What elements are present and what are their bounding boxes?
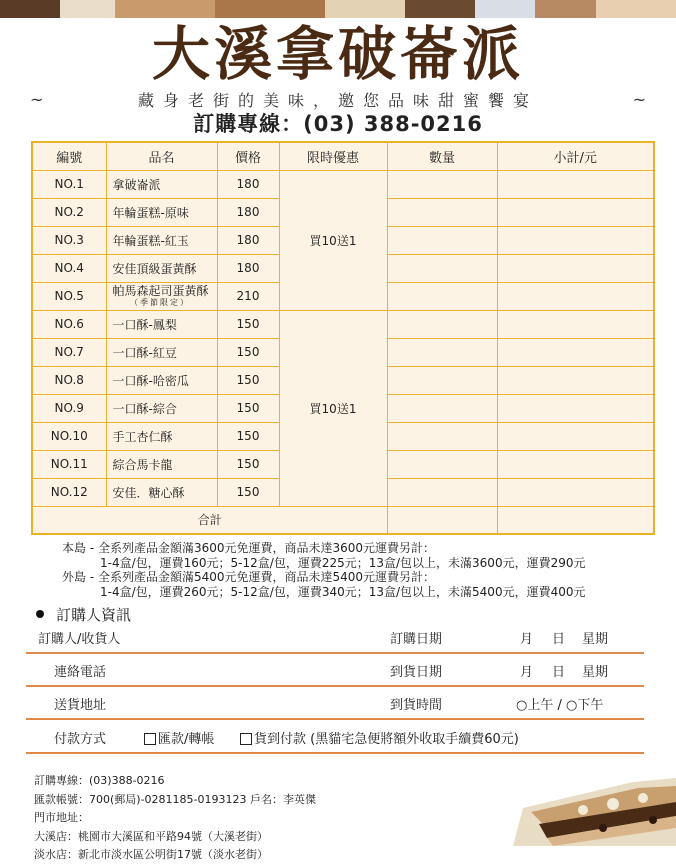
total-label: 合計 xyxy=(32,506,387,534)
item-price: 150 xyxy=(217,478,279,506)
item-name: 手工杏仁酥 xyxy=(106,422,217,450)
qty-cell[interactable] xyxy=(387,198,497,226)
arrival-weekday: 星期 xyxy=(582,665,609,680)
form-divider xyxy=(26,652,644,654)
total-qty-cell[interactable] xyxy=(387,506,497,534)
form-divider xyxy=(26,685,644,687)
item-no: NO.5 xyxy=(32,282,106,310)
col-header-promo: 限時優惠 xyxy=(279,142,387,170)
arrival-month: 月 xyxy=(520,665,534,680)
subtotal-cell[interactable] xyxy=(497,282,654,310)
brand-title: 大溪拿破崙派 xyxy=(151,20,524,88)
pay-transfer-option[interactable] xyxy=(144,728,214,747)
buyer-label: 訂購人/收貨人 xyxy=(38,632,121,647)
subtotal-cell[interactable] xyxy=(497,198,654,226)
item-no: NO.7 xyxy=(32,338,106,366)
pay-cod-label: 貨到付款 (黑貓宅急便將額外收取手續費60元) xyxy=(254,732,519,747)
item-name: 安佳．糖心酥 xyxy=(106,478,217,506)
qty-cell[interactable] xyxy=(387,422,497,450)
item-name: 安佳頂級蛋黃酥 xyxy=(106,254,217,282)
order-table xyxy=(31,141,655,535)
item-name: 年輪蛋糕-紅玉 xyxy=(106,226,217,254)
footer-store-daxi: 大溪店：桃園市大溪區和平路94號（大溪老街） xyxy=(34,829,268,843)
item-price: 150 xyxy=(217,450,279,478)
item-no: NO.3 xyxy=(32,226,106,254)
address-label: 送貨地址 xyxy=(54,698,107,713)
item-no: NO.2 xyxy=(32,198,106,226)
col-header-no: 編號 xyxy=(32,142,106,170)
item-price: 150 xyxy=(217,422,279,450)
qty-cell[interactable] xyxy=(387,394,497,422)
form-divider xyxy=(26,752,644,754)
arrival-date-label: 到貨日期 xyxy=(390,665,443,680)
qty-cell[interactable] xyxy=(387,226,497,254)
slogan-row xyxy=(30,89,646,109)
section-title-text: 訂購人資訊 xyxy=(56,606,132,624)
item-name: 拿破崙派 xyxy=(106,170,217,198)
subtotal-cell[interactable] xyxy=(497,478,654,506)
item-no: NO.11 xyxy=(32,450,106,478)
bullet-icon xyxy=(36,610,44,618)
qty-cell[interactable] xyxy=(387,254,497,282)
item-price: 150 xyxy=(217,366,279,394)
qty-cell[interactable] xyxy=(387,478,497,506)
footer-store-label: 門市地址： xyxy=(34,811,89,824)
order-day: 日 xyxy=(552,632,566,647)
arrival-day: 日 xyxy=(552,665,566,680)
item-no: NO.10 xyxy=(32,422,106,450)
subtotal-cell[interactable] xyxy=(497,170,654,198)
form-divider xyxy=(26,718,644,720)
item-price: 210 xyxy=(217,282,279,310)
pay-cod-option[interactable] xyxy=(240,728,519,747)
qty-cell[interactable] xyxy=(387,338,497,366)
promo-cell-1: 買10送1 xyxy=(279,170,387,310)
subtotal-cell[interactable] xyxy=(497,422,654,450)
subtotal-cell[interactable] xyxy=(497,366,654,394)
outer-shipping-line1: 外島 - 全系列產品金額滿5400元免運費，商品未達5400元運費另計： xyxy=(62,570,436,584)
checkbox-icon[interactable] xyxy=(144,733,156,745)
subtotal-cell[interactable] xyxy=(497,310,654,338)
item-name-text: 帕馬森起司蛋黃酥 xyxy=(112,284,209,298)
item-name: 一口酥-哈密瓜 xyxy=(106,366,217,394)
qty-cell[interactable] xyxy=(387,366,497,394)
promo-cell-2: 買10送1 xyxy=(279,310,387,506)
item-price: 150 xyxy=(217,394,279,422)
item-no: NO.12 xyxy=(32,478,106,506)
total-row xyxy=(32,506,654,534)
item-name: 年輪蛋糕-原味 xyxy=(106,198,217,226)
item-name xyxy=(106,282,217,310)
qty-cell[interactable] xyxy=(387,310,497,338)
table-header-row xyxy=(32,142,654,170)
slogan-tilde-left: ~ xyxy=(30,89,44,109)
form-row-payment xyxy=(26,722,644,752)
slogan: 藏身老街的美味，邀您品味甜蜜饗宴 xyxy=(137,90,538,110)
footer-store-tamsui: 淡水店：新北市淡水區公明街17號（淡水老街） xyxy=(34,848,268,861)
pay-transfer-label: 匯款/轉帳 xyxy=(158,732,215,747)
form-row-phone xyxy=(26,655,644,685)
item-no: NO.1 xyxy=(32,170,106,198)
hotline: 訂購專線：(03) 388-0216 xyxy=(193,112,483,136)
col-header-price: 價格 xyxy=(217,142,279,170)
item-name-note: （季節限定） xyxy=(130,298,190,307)
table-row xyxy=(32,310,654,338)
island-shipping-line1: 本島 - 全系列產品金額滿3600元免運費，商品未達3600元運費另計： xyxy=(62,541,436,555)
total-subtotal-cell[interactable] xyxy=(497,506,654,534)
item-name: 一口酥-紅豆 xyxy=(106,338,217,366)
col-header-qty: 數量 xyxy=(387,142,497,170)
qty-cell[interactable] xyxy=(387,450,497,478)
footer-bank-account: 匯款帳號：700(郵局)-0281185-0193123 戶名：李英傑 xyxy=(34,792,316,806)
item-name: 一口酥-鳳梨 xyxy=(106,310,217,338)
item-no: NO.9 xyxy=(32,394,106,422)
arrival-time-label: 到貨時間 xyxy=(390,698,443,713)
item-price: 180 xyxy=(217,254,279,282)
item-no: NO.4 xyxy=(32,254,106,282)
shipping-info xyxy=(62,541,586,599)
item-name: 一口酥-綜合 xyxy=(106,394,217,422)
arrival-time-options[interactable]: ○上午 / ○下午 xyxy=(516,698,604,713)
order-weekday: 星期 xyxy=(582,632,609,647)
subtotal-cell[interactable] xyxy=(497,338,654,366)
item-price: 150 xyxy=(217,310,279,338)
pastry-photo xyxy=(513,768,676,846)
form-row-buyer xyxy=(26,622,644,652)
checkbox-icon[interactable] xyxy=(240,733,252,745)
item-price: 180 xyxy=(217,170,279,198)
table-row xyxy=(32,170,654,198)
col-header-name: 品名 xyxy=(106,142,217,170)
footer-hotline: 訂購專線：(03)388-0216 xyxy=(34,774,165,787)
subtotal-cell[interactable] xyxy=(497,254,654,282)
subtotal-cell[interactable] xyxy=(497,226,654,254)
item-no: NO.8 xyxy=(32,366,106,394)
item-price: 180 xyxy=(217,198,279,226)
item-no: NO.6 xyxy=(32,310,106,338)
footer-info xyxy=(34,772,316,865)
phone-label: 連絡電話 xyxy=(54,665,107,680)
order-date-label: 訂購日期 xyxy=(390,632,443,647)
item-price: 150 xyxy=(217,338,279,366)
subtotal-cell[interactable] xyxy=(497,450,654,478)
item-price: 180 xyxy=(217,226,279,254)
qty-cell[interactable] xyxy=(387,282,497,310)
subtotal-cell[interactable] xyxy=(497,394,654,422)
island-shipping-line2: 1-4盒/包，運費160元；5-12盒/包，運費225元；13盒/包以上，未滿3600元，運費290元 xyxy=(100,555,586,570)
payment-label: 付款方式 xyxy=(54,732,107,747)
form-row-address xyxy=(26,688,644,718)
top-photo-strip xyxy=(0,0,676,18)
item-name: 綜合馬卡龍 xyxy=(106,450,217,478)
outer-shipping-line2: 1-4盒/包，運費260元；5-12盒/包，運費340元；13盒/包以上，未滿5400元，運費400元 xyxy=(100,584,586,599)
slogan-tilde-right: ~ xyxy=(632,89,646,109)
qty-cell[interactable] xyxy=(387,170,497,198)
col-header-subtotal: 小計/元 xyxy=(497,142,654,170)
order-month: 月 xyxy=(520,632,534,647)
